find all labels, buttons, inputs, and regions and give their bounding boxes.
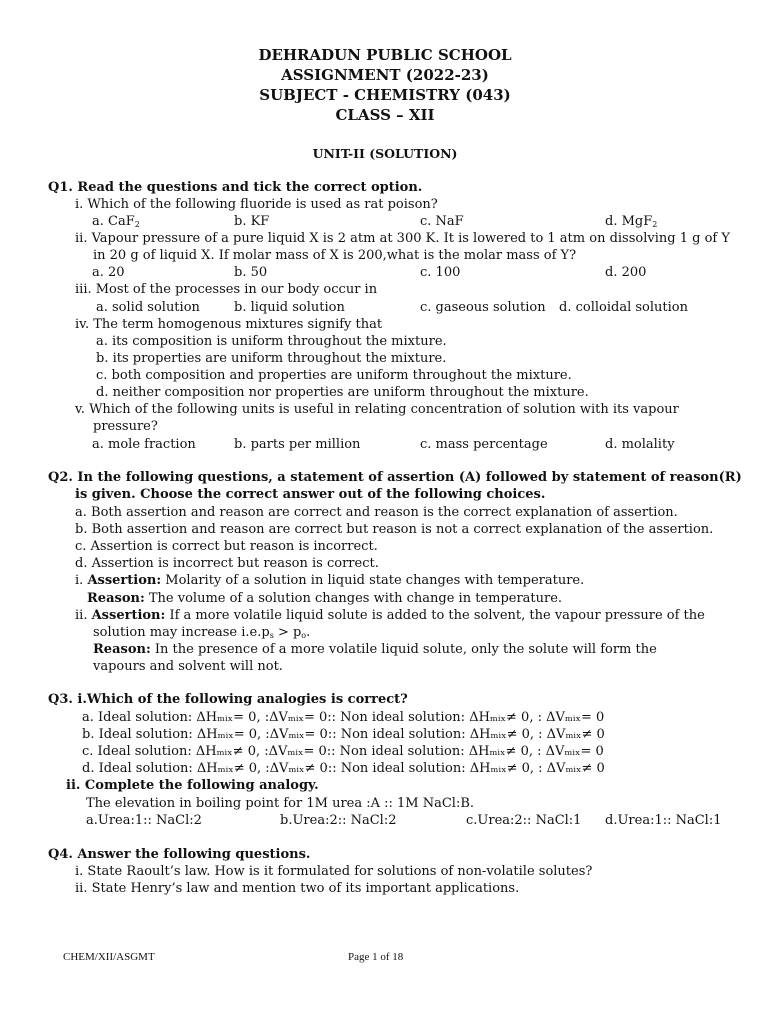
- q3-i-option-b: b. Ideal solution: ΔHₘᵢₓ= 0, :ΔVₘᵢₓ= 0:: Non ideal solution: ΔHₘᵢₓ≠ 0, : ΔVₘᵢₓ≠ 0: [82, 727, 605, 742]
- q1-iv-option-b: b. its properties are uniform throughout the mixture.: [96, 351, 447, 366]
- q1-i-option-b: b. KF: [234, 214, 270, 229]
- q1-heading: Q1. Read the questions and tick the correct option.: [48, 180, 423, 195]
- q1-iii-option-a: a. solid solution: [96, 300, 200, 315]
- q1-iv-option-a: a. its composition is uniform throughout the mixture.: [96, 334, 447, 349]
- q1-iii-option-b: b. liquid solution: [234, 300, 345, 315]
- q1-iii-option-c: c. gaseous solution: [420, 300, 546, 315]
- q3-ii-text: The elevation in boiling point for 1M urea :A :: 1M NaCl:B.: [86, 796, 475, 811]
- q3-ii-option-a: a.Urea:1:: NaCl:2: [86, 813, 202, 828]
- q3-ii-heading: ii. Complete the following analogy.: [66, 778, 319, 793]
- q1-v-option-c: c. mass percentage: [420, 437, 548, 452]
- footer-code: CHEM/XII/ASGMT: [63, 951, 155, 963]
- q1-iii-option-d: d. colloidal solution: [559, 300, 688, 315]
- q1-v-text-1: v. Which of the following units is useful in relating concentration of solution with its vapour: [75, 402, 679, 417]
- page-number: Page 1 of 18: [348, 951, 404, 963]
- unit-title: UNIT-II (SOLUTION): [312, 146, 458, 161]
- q1-iv-text: iv. The term homogenous mixtures signify that: [75, 317, 383, 332]
- q2-choice-d: d. Assertion is incorrect but reason is correct.: [75, 556, 379, 571]
- q2-heading-1: Q2. In the following questions, a statement of assertion (A) followed by statement of reason(R): [48, 470, 742, 485]
- q1-i-option-d: d. MgF$_2$: [605, 214, 658, 229]
- q2-ii-reason-2: vapours and solvent will not.: [93, 659, 283, 674]
- q1-iv-option-c: c. both composition and properties are uniform throughout the mixture.: [96, 368, 572, 383]
- q1-ii-text-1: ii. Vapour pressure of a pure liquid X is 2 atm at 300 K. It is lowered to 1 atm on dissolving 1 g of Y: [75, 231, 730, 246]
- q3-ii-option-b: b.Urea:2:: NaCl:2: [280, 813, 397, 828]
- q1-ii-option-a: a. 20: [92, 265, 125, 280]
- class-title: CLASS – XII: [335, 106, 435, 124]
- school-name: DEHRADUN PUBLIC SCHOOL: [258, 46, 512, 64]
- q2-choice-c: c. Assertion is correct but reason is incorrect.: [75, 539, 378, 554]
- subject-title: SUBJECT - CHEMISTRY (043): [259, 86, 511, 104]
- q4-ii-text: ii. State Henry’s law and mention two of its important applications.: [75, 881, 520, 896]
- q1-v-text-2: pressure?: [93, 419, 158, 434]
- q4-heading: Q4. Answer the following questions.: [48, 847, 311, 862]
- q2-ii-assertion-1: ii. Assertion: If a more volatile liquid solute is added to the solvent, the vapour pressure of the: [75, 608, 705, 623]
- q3-ii-option-d: d.Urea:1:: NaCl:1: [605, 813, 722, 828]
- q1-v-option-b: b. parts per million: [234, 437, 361, 452]
- q3-i-option-c: c. Ideal solution: ΔHₘᵢₓ≠ 0, :ΔVₘᵢₓ= 0:: Non ideal solution: ΔHₘᵢₓ≠ 0, : ΔVₘᵢₓ= 0: [82, 744, 604, 759]
- q1-i-option-a: a. CaF$_2$: [92, 214, 140, 229]
- q2-i-reason: Reason: The volume of a solution changes with change in temperature.: [87, 591, 563, 606]
- q2-choice-a: a. Both assertion and reason are correct and reason is the correct explanation of assertion.: [75, 505, 678, 520]
- q2-ii-reason-1: Reason: In the presence of a more volatile liquid solute, only the solute will form the: [93, 642, 657, 657]
- q1-ii-option-d: d. 200: [605, 265, 647, 280]
- q3-ii-option-c: c.Urea:2:: NaCl:1: [466, 813, 582, 828]
- q1-ii-text-2: in 20 g of liquid X. If molar mass of X is 200,what is the molar mass of Y?: [93, 248, 577, 263]
- q2-choice-b: b. Both assertion and reason are correct but reason is not a correct explanation of the assertion.: [75, 522, 714, 537]
- assignment-title: ASSIGNMENT (2022-23): [281, 66, 489, 84]
- q1-ii-option-c: c. 100: [420, 265, 461, 280]
- q1-v-option-a: a. mole fraction: [92, 437, 196, 452]
- q3-i-option-d: d. Ideal solution: ΔHₘᵢₓ≠ 0, :ΔVₘᵢₓ≠ 0:: Non ideal solution: ΔHₘᵢₓ≠ 0, : ΔVₘᵢₓ≠ 0: [82, 761, 605, 776]
- q2-heading-2: is given. Choose the correct answer out of the following choices.: [75, 487, 546, 502]
- q4-i-text: i. State Raoult’s law. How is it formulated for solutions of non-volatile solutes?: [75, 864, 593, 879]
- q1-v-option-d: d. molality: [605, 437, 675, 452]
- q3-i-option-a: a. Ideal solution: ΔHₘᵢₓ= 0, :ΔVₘᵢₓ= 0:: Non ideal solution: ΔHₘᵢₓ≠ 0, : ΔVₘᵢₓ= 0: [82, 710, 605, 725]
- q1-i-option-c: c. NaF: [420, 214, 464, 229]
- q3-heading: Q3. i.Which of the following analogies is correct?: [48, 692, 408, 707]
- q1-i-text: i. Which of the following fluoride is used as rat poison?: [75, 197, 438, 212]
- q2-i-assertion: i. Assertion: Molarity of a solution in liquid state changes with temperature.: [75, 573, 585, 588]
- q1-iv-option-d: d. neither composition nor properties are uniform throughout the mixture.: [96, 385, 589, 400]
- q1-ii-option-b: b. 50: [234, 265, 268, 280]
- q1-iii-text: iii. Most of the processes in our body occur in: [75, 282, 378, 297]
- q2-ii-assertion-2: solution may increase $i.e.p_s > p_o$.: [93, 625, 311, 640]
